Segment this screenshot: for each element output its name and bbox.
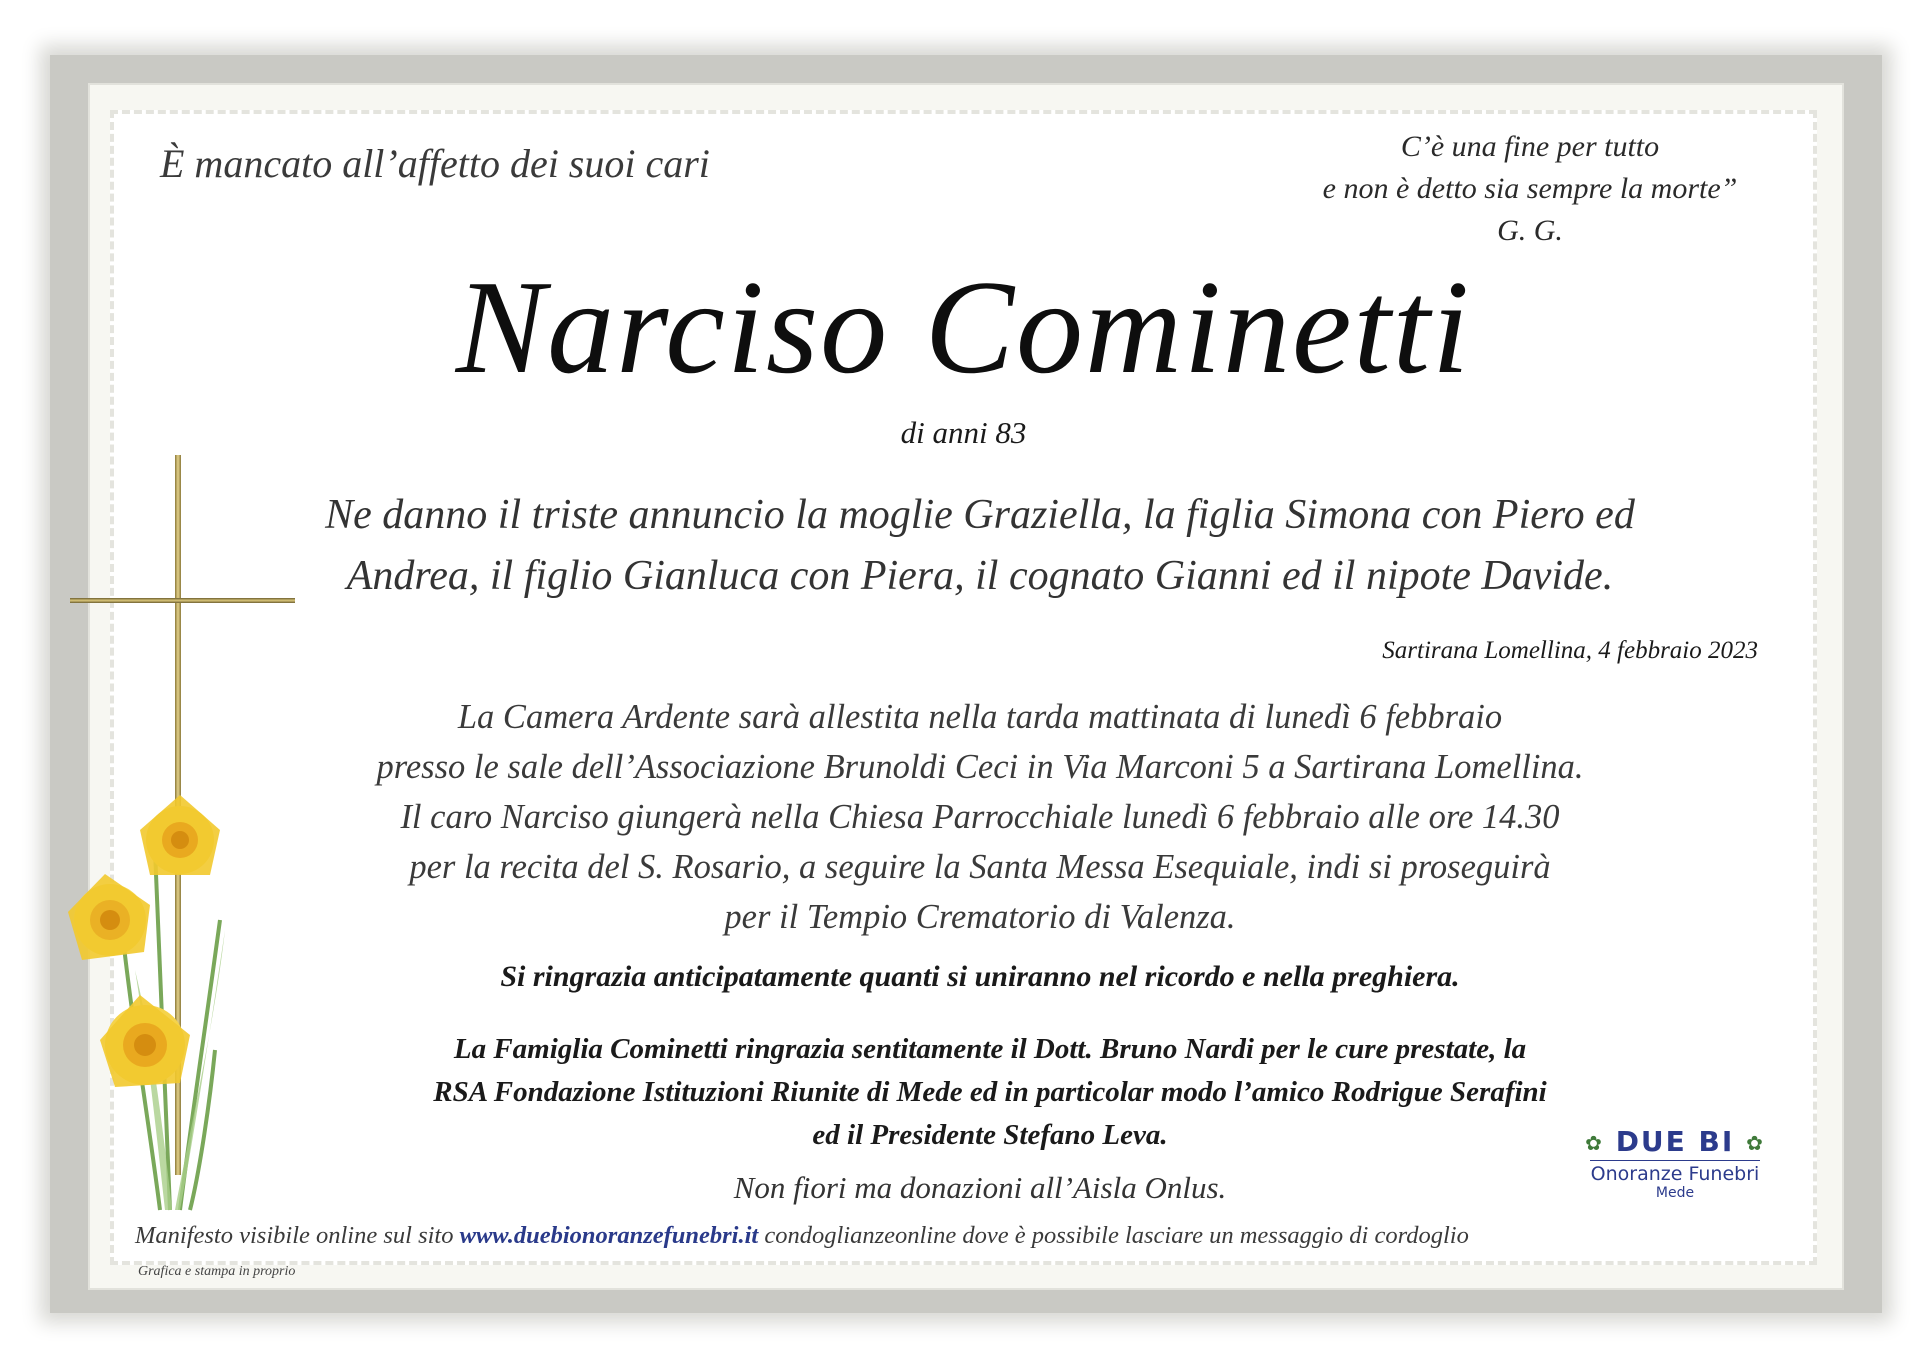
announcement-line-1: Ne danno il triste annuncio la moglie Graziella, la figlia Simona con Piero ed: [325, 492, 1635, 538]
service-line: Il caro Narciso giungerà nella Chiesa Parrocchiale lunedì 6 febbraio alle ore 14.30: [400, 798, 1560, 836]
footer-text: [135, 1222, 1755, 1250]
place-date: Sartirana Lomellina, 4 febbraio 2023: [1382, 637, 1758, 664]
quote-line-2: e non è detto sia sempre la morte”: [1322, 172, 1738, 205]
quote-block: [1260, 126, 1800, 252]
service-line: per la recita del S. Rosario, a seguire la Santa Messa Esequiale, indi si proseguirà: [409, 848, 1551, 886]
flower-right-icon: ✿: [1746, 1131, 1765, 1155]
announcement: [280, 485, 1680, 607]
deceased-name: Narciso Cominetti: [455, 253, 1472, 401]
deceased-age: di anni 83: [900, 415, 1027, 450]
quote-line-1: C’è una fine per tutto: [1400, 130, 1660, 163]
family-thanks-line: ed il Presidente Stefano Leva.: [812, 1119, 1168, 1151]
logo-subtitle: Onoranze Funebri: [1590, 1163, 1760, 1185]
flower-left-icon: ✿: [1585, 1131, 1604, 1155]
print-credit: Grafica e stampa in proprio: [138, 1264, 296, 1279]
family-thanks-line: RSA Fondazione Istituzioni Riunite di Mede ed in particolar modo l’amico Rodrigue Serafini: [433, 1076, 1547, 1108]
no-flowers-text: Non fiori ma donazioni all’Aisla Onlus.: [733, 1170, 1227, 1205]
footer-before: Manifesto visibile online sul sito: [135, 1222, 460, 1249]
service-line: per il Tempio Crematorio di Valenza.: [724, 898, 1236, 936]
daffodils-icon: [40, 770, 250, 1220]
intro-text: È mancato all’affetto dei suoi cari: [160, 141, 710, 186]
funeral-home-logo: [1570, 1125, 1780, 1201]
website-link[interactable]: www.duebionoranzefunebri.it: [459, 1222, 759, 1249]
family-thanks: [300, 1028, 1680, 1157]
logo-divider: [1590, 1160, 1760, 1161]
thanks-text: Si ringrazia anticipatamente quanti si uniranno nel ricordo e nella preghiera.: [500, 960, 1460, 993]
family-thanks-line: La Famiglia Cominetti ringrazia sentitamente il Dott. Bruno Nardi per le cure prestate, la: [453, 1033, 1527, 1065]
footer-after: condoglianzeonline dove è possibile lasciare un messaggio di cordoglio: [758, 1222, 1469, 1249]
service-line: La Camera Ardente sarà allestita nella tarda mattinata di lunedì 6 febbraio: [457, 698, 1503, 736]
logo-town: Mede: [1655, 1185, 1695, 1201]
announcement-line-2: Andrea, il figlio Gianluca con Piera, il cognato Gianni ed il nipote Davide.: [346, 553, 1614, 599]
logo-brand: ✿ DUE BI ✿: [1585, 1125, 1765, 1158]
service-details: [280, 692, 1680, 942]
service-line: presso le sale dell’Associazione Brunoldi Ceci in Via Marconi 5 a Sartirana Lomellina.: [376, 748, 1584, 786]
quote-author: G. G.: [1497, 214, 1563, 247]
